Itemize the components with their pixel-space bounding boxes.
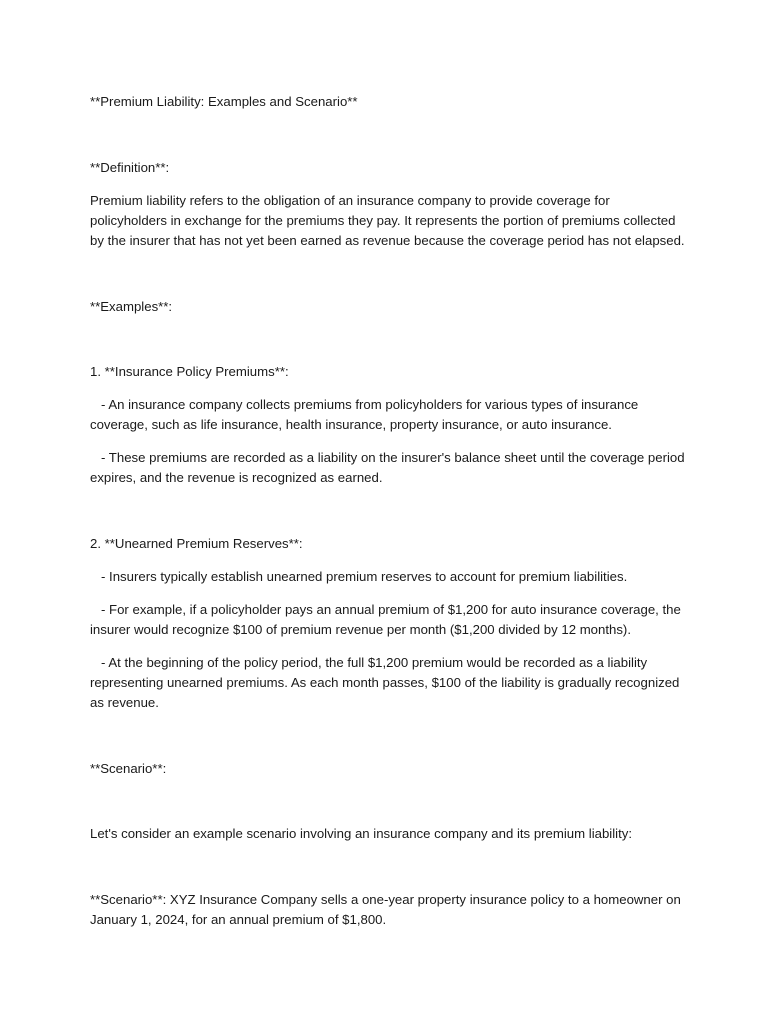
examples-heading: **Examples**: <box>90 299 173 314</box>
definition-paragraph: Premium liability refers to the obligation of an insurance company to provide coverage for policyholders in exchange for the premiums they pay. It represents the portion of premiums collected by the insurer that has not yet been earned as revenue because the coverage period has not elapsed. <box>90 193 685 248</box>
example-2-heading: 2. **Unearned Premium Reserves**: <box>90 536 303 551</box>
example-1-bullet-2: - These premiums are recorded as a liability on the insurer's balance sheet until the coverage period expires, and the revenue is recognized as earned. <box>90 450 685 485</box>
example-1-heading: 1. **Insurance Policy Premiums**: <box>90 364 289 379</box>
example-2-bullet-3: - At the beginning of the policy period, the full $1,200 premium would be recorded as a liability representing unearned premiums. As each month passes, $100 of the liability is gradually recognized as revenue. <box>90 655 680 710</box>
scenario-intro: Let's consider an example scenario involving an insurance company and its premium liability: <box>90 826 633 841</box>
document-title: **Premium Liability: Examples and Scenario** <box>90 94 358 109</box>
example-1-bullet-1: - An insurance company collects premiums from policyholders for various types of insurance coverage, such as life insurance, health insurance, property insurance, or auto insurance. <box>90 397 639 432</box>
document-page <box>90 0 690 1024</box>
scenario-heading: **Scenario**: <box>90 761 167 776</box>
definition-heading: **Definition**: <box>90 160 170 175</box>
example-2-bullet-2: - For example, if a policyholder pays an annual premium of $1,200 for auto insurance coverage, the insurer would recognize $100 of premium revenue per month ($1,200 divided by 12 months). <box>90 602 681 637</box>
example-2-bullet-1: - Insurers typically establish unearned premium reserves to account for premium liabilities. <box>90 569 628 584</box>
scenario-paragraph: **Scenario**: XYZ Insurance Company sells a one-year property insurance policy to a homeowner on January 1, 2024, for an annual premium of $1,800. <box>90 892 681 927</box>
